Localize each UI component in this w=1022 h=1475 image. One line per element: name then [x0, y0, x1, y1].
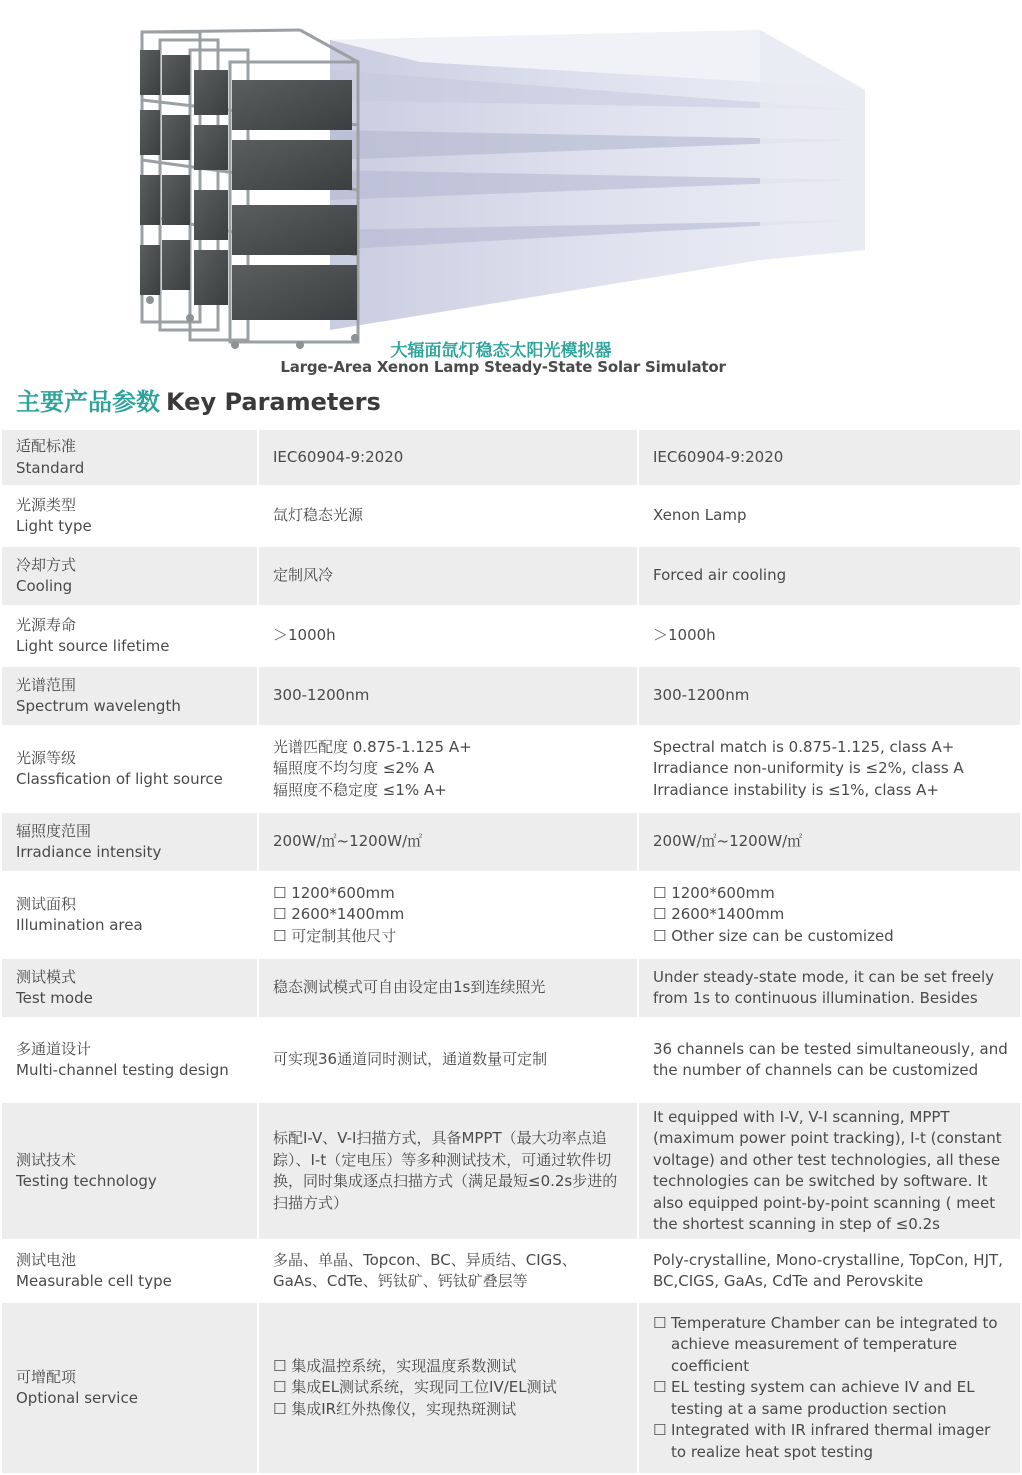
cn-value: ＞1000h [257, 607, 637, 665]
cn-value: 多晶、单晶、Topcon、BC、异质结、CIGS、GaAs、CdTe、钙钛矿、钙钛矿叠层等 [257, 1241, 637, 1301]
en-value: 300-1200nm [637, 667, 1020, 725]
table-row [2, 1303, 1020, 1473]
table-row [2, 547, 1020, 605]
table-row [2, 667, 1020, 725]
en-value: Under steady-state mode, it can be set freely from 1s to continuous illumination. Besides [637, 959, 1020, 1017]
table-row [2, 959, 1020, 1017]
row-label: 光谱范围 Spectrum wavelength [2, 667, 257, 725]
cn-value: 标配I-V、V-I扫描方式，具备MPPT（最大功率点追踪）、I-t（定电压）等多种测试技术，可通过软件切换，同时集成逐点扫描方式（满足最短≤0.2s步进的扫描方式） [257, 1103, 637, 1239]
checkbox-icon: ☐ [653, 1421, 667, 1440]
cn-value: ☐ 1200*600mm ☐ 2600*1400mm ☐ 可定制其他尺寸 [257, 873, 637, 957]
caption-chinese: 大辐面氙灯稳态太阳光模拟器 [390, 341, 612, 361]
row-label: 测试技术 Testing technology [2, 1103, 257, 1239]
table-row [2, 1019, 1020, 1101]
row-label: 光源等级 Classfication of light source [2, 727, 257, 811]
caption-english: Large-Area Xenon Lamp Steady-State Solar Simulator [280, 358, 726, 376]
en-value: IEC60904-9:2020 [637, 430, 1020, 485]
cn-value: ☐ 集成温控系统，实现温度系数测试 ☐ 集成EL测试系统，实现同工位IV/EL测试 ☐ 集成IR红外热像仪，实现热斑测试 [257, 1303, 637, 1473]
row-label: 多通道设计 Multi-channel testing design [2, 1019, 257, 1101]
row-label: 冷却方式 Cooling [2, 547, 257, 605]
row-label: 光源类型 Light type [2, 487, 257, 545]
heading-chinese: 主要产品参数 [16, 388, 160, 416]
product-illustration [0, 0, 1022, 380]
en-value: Spectral match is 0.875-1.125, class A+ Irradiance non-uniformity is ≤2%, class A Irradiance instability is ≤1%, class A+ [637, 727, 1020, 811]
cn-value: 300-1200nm [257, 667, 637, 725]
table-row [2, 727, 1020, 811]
cn-value: 200W/㎡~1200W/㎡ [257, 813, 637, 871]
section-heading [16, 382, 381, 417]
cn-value: 可实现36通道同时测试，通道数量可定制 [257, 1019, 637, 1101]
row-label: 测试电池 Measurable cell type [2, 1241, 257, 1301]
row-label: 测试面积 Illumination area [2, 873, 257, 957]
cn-value: 光谱匹配度 0.875-1.125 A+ 辐照度不均匀度 ≤2% A 辐照度不稳定度 ≤1% A+ [257, 727, 637, 811]
table-row [2, 430, 1020, 485]
heading-english: Key Parameters [166, 388, 381, 416]
optional-item: ☐ Integrated with IR infrared thermal imager to realize heat spot testing [653, 1420, 1010, 1463]
en-value: Poly-crystalline, Mono-crystalline, TopCon, HJT, BC,CIGS, GaAs, CdTe and Perovskite [637, 1241, 1020, 1301]
row-label: 光源寿命 Light source lifetime [2, 607, 257, 665]
en-value: Xenon Lamp [637, 487, 1020, 545]
table-row [2, 607, 1020, 665]
parameters-table [2, 428, 1020, 1475]
cn-value: IEC60904-9:2020 [257, 430, 637, 485]
cn-value: 氙灯稳态光源 [257, 487, 637, 545]
cn-value: 稳态测试模式可自由设定由1s到连续照光 [257, 959, 637, 1017]
cn-value: 定制风冷 [257, 547, 637, 605]
en-value: 200W/㎡~1200W/㎡ [637, 813, 1020, 871]
en-value: Forced air cooling [637, 547, 1020, 605]
row-label: 适配标准 Standard [2, 430, 257, 485]
row-label: 辐照度范围 Irradiance intensity [2, 813, 257, 871]
en-value: It equipped with I-V, V-I scanning, MPPT (maximum power point tracking), I-t (constant voltage) and other test technologies, all these technologies can be switched by software. It also equipped point-by-point scanning ( meet the shortest scanning in step of ≤0.2s [637, 1103, 1020, 1239]
table-row [2, 487, 1020, 545]
en-value: ☐ 1200*600mm ☐ 2600*1400mm ☐ Other size can be customized [637, 873, 1020, 957]
en-value: 36 channels can be tested simultaneously, and the number of channels can be customized [637, 1019, 1020, 1101]
optional-item: ☐ EL testing system can achieve IV and EL testing at a same production section [653, 1377, 1010, 1420]
en-value [637, 1303, 1020, 1473]
checkbox-icon: ☐ [653, 1313, 667, 1332]
table-row [2, 873, 1020, 957]
row-label: 可增配项 Optional service [2, 1303, 257, 1473]
table-row [2, 1103, 1020, 1239]
en-value: ＞1000h [637, 607, 1020, 665]
checkbox-icon: ☐ [653, 1378, 667, 1397]
table-row [2, 1241, 1020, 1301]
row-label: 测试模式 Test mode [2, 959, 257, 1017]
solar-simulator-image [0, 0, 1022, 380]
optional-item: ☐ Temperature Chamber can be integrated to achieve measurement of temperature coefficient [653, 1313, 1010, 1378]
table-row [2, 813, 1020, 871]
